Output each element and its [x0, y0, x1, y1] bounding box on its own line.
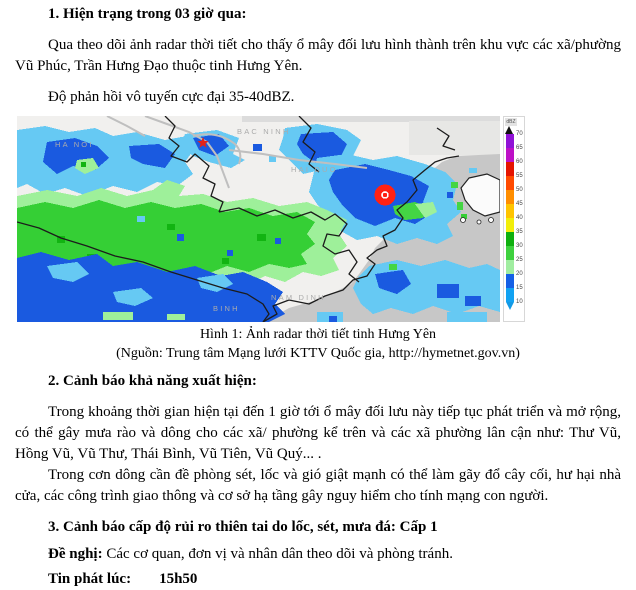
colorbar-tick: 40 [516, 215, 523, 221]
radar-figure [17, 116, 621, 322]
colorbar-band [506, 134, 514, 148]
map-islet [461, 218, 466, 223]
colorbar-tick: 15 [516, 285, 523, 291]
issued-label: Tin phát lúc: [48, 571, 132, 587]
colorbar-tick: 55 [516, 173, 523, 179]
map-place-label: BAC NINH [237, 127, 291, 136]
issued-time: 15h50 [159, 571, 198, 587]
colorbar-tick: 50 [516, 187, 523, 193]
map-place-label: HAI DUO [291, 165, 338, 174]
paragraph-radar-observation: Qua theo dõi ảnh radar thời tiết cho thấy ổ mây đối lưu hình thành trên khu vực các xã/phường Vũ Phúc, Trần Hưng Đạo thuộc tinh Hưng Yên. [15, 37, 621, 74]
colorbar-band [506, 288, 514, 302]
colorbar-tick: 60 [516, 159, 523, 165]
colorbar-unit-label: dBZ [506, 119, 516, 125]
section-3-heading: 3. Cảnh báo cấp độ rủi ro thiên tai do lốc, sét, mưa đá: Cấp 1 [48, 519, 438, 535]
colorbar-gradient [506, 134, 514, 302]
colorbar-band [506, 274, 514, 288]
map-place-label: NAM DINH [271, 293, 326, 302]
map-place-label: BINH [213, 304, 240, 313]
colorbar-band [506, 162, 514, 176]
map-place-label: HA NOI [55, 140, 94, 149]
map-islet [477, 220, 481, 224]
section-2-heading: 2. Cảnh báo khả năng xuất hiện: [48, 373, 257, 389]
colorbar-tick: 30 [516, 243, 523, 249]
colorbar-band [506, 204, 514, 218]
colorbar-tick: 25 [516, 257, 523, 263]
recommendation-line [15, 544, 621, 565]
colorbar-arrow-up-icon [505, 126, 513, 134]
colorbar-tick: 70 [516, 131, 523, 137]
colorbar-arrow-down-icon [506, 302, 514, 310]
map-islet [489, 218, 494, 223]
colorbar-tick: 65 [516, 145, 523, 151]
paragraph-reflectivity: Độ phản hồi vô tuyến cực đại 35-40dBZ. [48, 89, 295, 105]
colorbar-band [506, 246, 514, 260]
colorbar-tick: 10 [516, 299, 523, 305]
issued-line [15, 569, 621, 590]
recommendation-label: Đề nghị: [48, 546, 103, 562]
figure-caption: Hình 1: Ảnh radar thời tiết tinh Hưng Yên [199, 327, 437, 342]
colorbar-tick: 35 [516, 229, 523, 235]
paragraph-hazards: Trong cơn dông cần đề phòng sét, lốc và gió giật mạnh có thể làm gãy đổ cây cối, hư hại nhà cửa, các công trình giao thông và cơ sở hạ tầng gây nguy hiểm cho tính mạng con người. [15, 467, 621, 504]
colorbar-band [506, 176, 514, 190]
colorbar-band [506, 190, 514, 204]
colorbar-band [506, 260, 514, 274]
paragraph-forecast: Trong khoảng thời gian hiện tại đến 1 giờ tới ổ mây đối lưu này tiếp tục phát triển và mở rộng, có thể gây mưa rào và dông cho các xã/ phường kể trên và các xã phường lân cận như: Thư Vũ, Hồng Vũ, Vũ Thư, Thái Bình, Vũ Tiên, Vũ Quý... . [15, 404, 621, 462]
colorbar-band [506, 148, 514, 162]
recommendation-text: Các cơ quan, đơn vị và nhân dân theo dõi và phòng tránh. [102, 546, 453, 562]
colorbar-tick: 45 [516, 201, 523, 207]
reflectivity-colorbar [503, 116, 525, 322]
storm-red-core [375, 185, 396, 206]
colorbar-band [506, 232, 514, 246]
colorbar-band [506, 218, 514, 232]
figure-source: (Nguồn: Trung tâm Mạng lưới KTTV Quốc gia, http://hymetnet.gov.vn) [116, 346, 520, 361]
colorbar-tick: 20 [516, 271, 523, 277]
section-1-heading: 1. Hiện trạng trong 03 giờ qua: [48, 6, 247, 22]
radar-map-image [17, 116, 500, 322]
radar-map [17, 116, 500, 322]
